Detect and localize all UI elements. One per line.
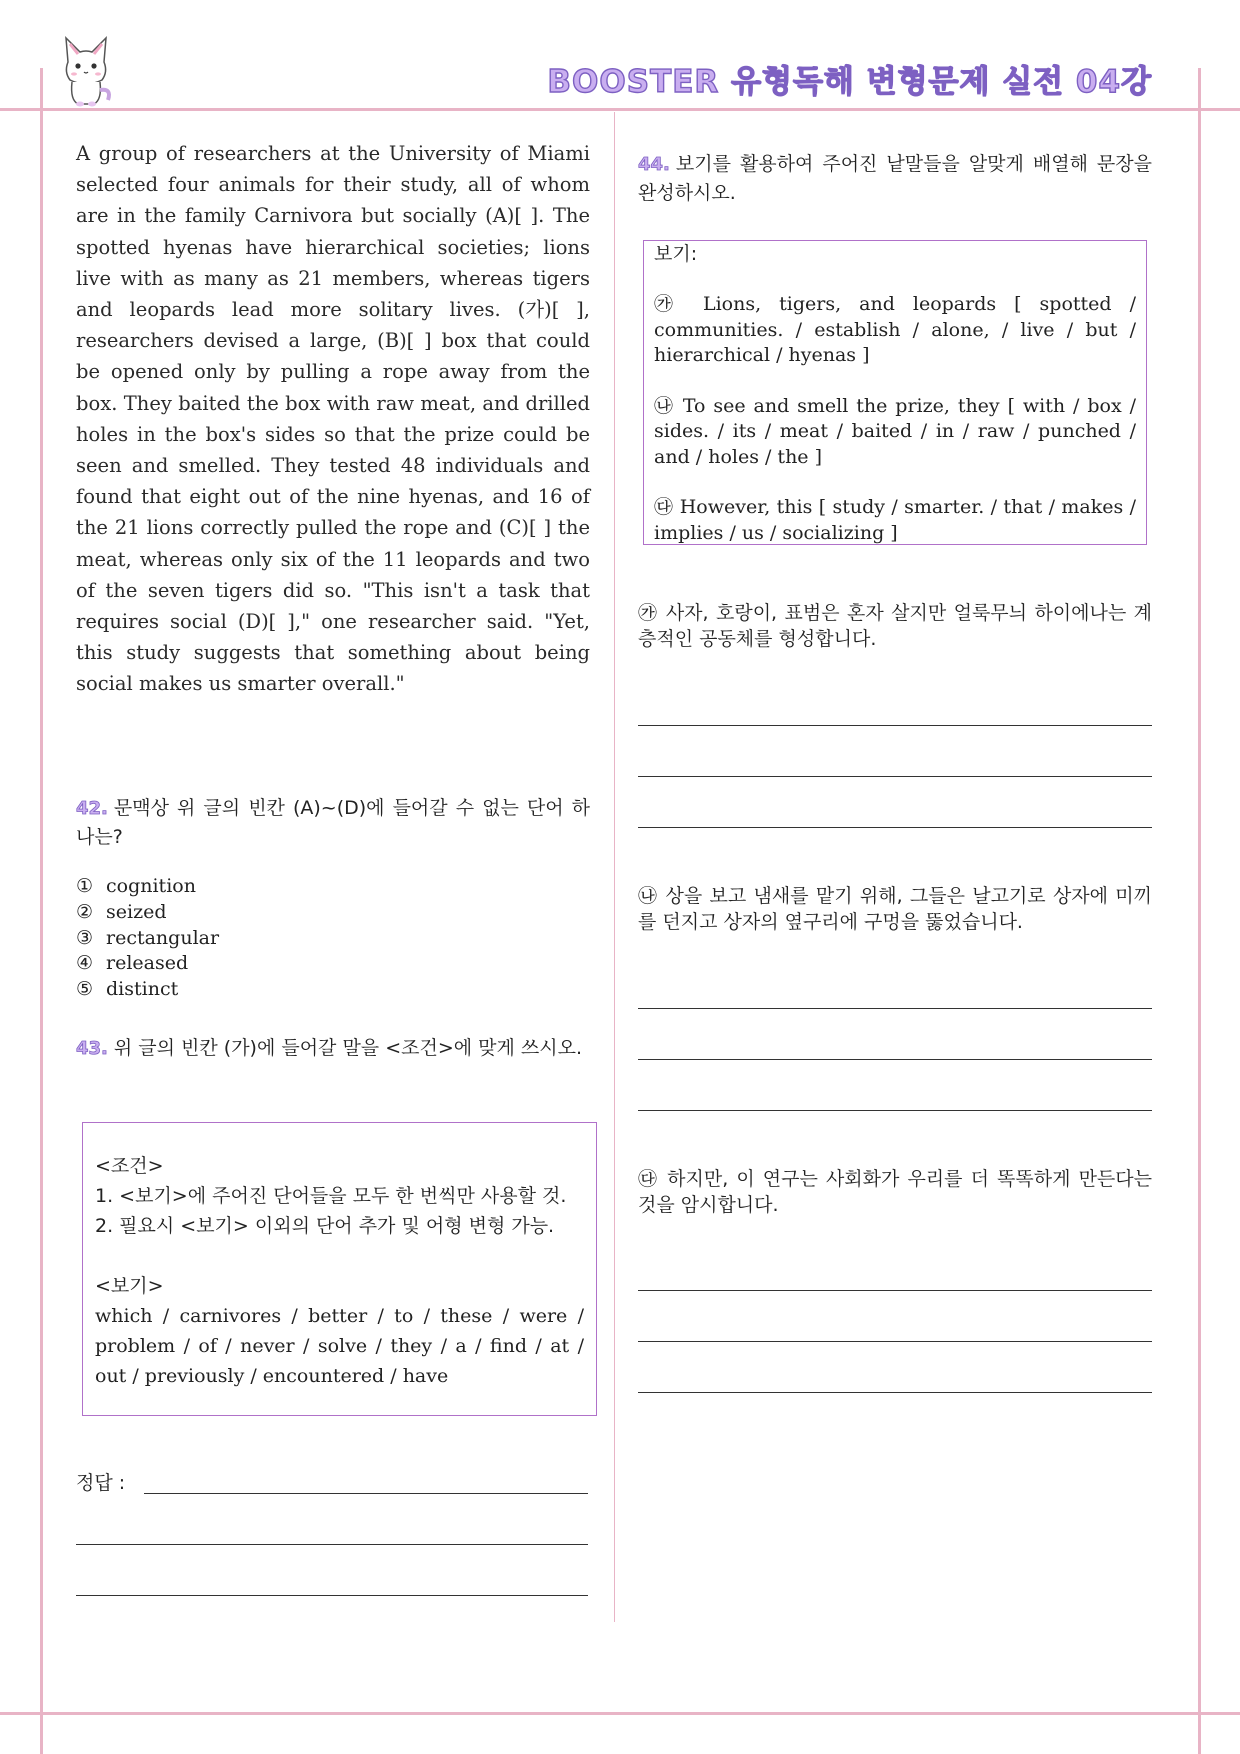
answer-line[interactable] xyxy=(638,776,1152,777)
choice-mark: ③ xyxy=(76,926,94,949)
choice-list xyxy=(76,874,219,1003)
item-mark: ㉮ xyxy=(638,602,659,624)
bogi-words: which / carnivores / better / to / these / were / problem / of / never / solve / they / a / find / at / out / previously / encountered / have xyxy=(95,1305,584,1387)
condition-1: 1. <보기>에 주어진 단어들을 모두 한 번씩만 사용할 것. xyxy=(95,1185,567,1207)
item-mark: ㉯ xyxy=(654,394,675,417)
choice-text: distinct xyxy=(106,978,179,1001)
bogi-box xyxy=(643,240,1147,545)
choice-mark: ① xyxy=(76,875,94,897)
question-prompt: 문맥상 위 글의 빈칸 (A)~(D)에 들어갈 수 없는 단어 하나는? xyxy=(76,797,590,848)
choice-item[interactable] xyxy=(76,977,219,1003)
condition-box xyxy=(82,1122,597,1416)
question-43 xyxy=(76,1034,590,1063)
question-number: 42. xyxy=(76,798,108,819)
item-text: 하지만, 이 연구는 사회화가 우리를 더 똑똑하게 만든다는 것을 암시합니다. xyxy=(638,1168,1152,1216)
question-number: 43. xyxy=(76,1038,108,1059)
bogi-item-c xyxy=(654,495,1136,545)
item-mark: ㉮ xyxy=(654,293,685,315)
bogi-title: <보기> xyxy=(95,1275,164,1297)
frame-left-border xyxy=(40,68,43,1754)
item-mark: ㉯ xyxy=(638,885,659,907)
answer-line[interactable] xyxy=(638,1290,1152,1291)
choice-item[interactable] xyxy=(76,926,219,952)
item-text: However, this [ study / smarter. / that / makes / implies / us / socializing ] xyxy=(654,496,1136,544)
frame-top-border xyxy=(0,108,1240,111)
frame-bottom-border xyxy=(0,1712,1240,1715)
answer-line[interactable] xyxy=(638,1059,1152,1060)
answer-label: 정답 : xyxy=(76,1472,126,1494)
bogi-title: 보기: xyxy=(654,243,698,265)
reading-passage: A group of researchers at the University of Miami selected four animals for their study, all of whom are in the family Carnivora but socially (A)[ ]. The spotted hyenas have hierarchical societies; lions live with as many as 21 members, whereas tigers and leopards lead more solitary lives. (가)[ ], researchers devised a large, (B)[ ] box that could be opened only by pulling a rope away from the box. They baited the box with raw meat, and drilled holes in the box's sides so that the prize could be seen and smelled. They tested 48 individuals and found that eight out of the nine hyenas, and 16 of the 21 lions correctly pulled the rope and (C)[ ] the meat, whereas only six of the 11 leopards and two of the seven tigers did so. "This isn't a task that requires social (D)[ ]," one researcher said. "Yet, this study suggests that something about being social makes us smarter overall." xyxy=(76,142,590,696)
choice-text: cognition xyxy=(106,875,196,897)
choice-mark: ② xyxy=(76,900,94,923)
item-text: 상을 보고 냄새를 맡기 위해, 그들은 날고기로 상자에 미끼를 던지고 상자의 옆구리에 구멍을 뚫었습니다. xyxy=(638,885,1152,933)
korean-prompt-c xyxy=(638,1166,1152,1218)
bogi-item-a xyxy=(654,292,1136,369)
question-42 xyxy=(76,794,590,851)
choice-item[interactable] xyxy=(76,951,219,977)
question-prompt: 위 글의 빈칸 (가)에 들어갈 말을 <조건>에 맞게 쓰시오. xyxy=(113,1037,582,1059)
header-title: BOOSTER 유형독해 변형문제 실전 04강 xyxy=(547,64,1152,100)
answer-line[interactable] xyxy=(76,1595,588,1596)
question-44 xyxy=(638,150,1152,207)
choice-text: seized xyxy=(106,900,167,923)
answer-line[interactable] xyxy=(144,1493,588,1494)
answer-line[interactable] xyxy=(638,725,1152,726)
choice-item[interactable] xyxy=(76,900,219,926)
choice-mark: ⑤ xyxy=(76,978,94,1001)
choice-item[interactable] xyxy=(76,874,219,900)
answer-line[interactable] xyxy=(638,1008,1152,1009)
answer-line[interactable] xyxy=(638,1341,1152,1342)
bogi-item-b xyxy=(654,394,1136,471)
item-mark: ㉰ xyxy=(654,496,674,518)
answer-line[interactable] xyxy=(638,827,1152,828)
choice-mark: ④ xyxy=(76,952,94,975)
korean-prompt-a xyxy=(638,600,1152,652)
item-text: 사자, 호랑이, 표범은 혼자 살지만 얼룩무늬 하이에나는 계층적인 공동체를 형성합니다. xyxy=(638,602,1152,650)
item-mark: ㉰ xyxy=(638,1168,660,1190)
answer-line[interactable] xyxy=(638,1110,1152,1111)
answer-line[interactable] xyxy=(76,1544,588,1545)
korean-prompt-b xyxy=(638,883,1152,935)
question-number: 44. xyxy=(638,154,670,175)
condition-title: <조건> xyxy=(95,1155,164,1177)
column-divider xyxy=(614,112,615,1622)
question-prompt: 보기를 활용하여 주어진 낱말들을 알맞게 배열해 문장을 완성하시오. xyxy=(638,153,1152,204)
choice-text: rectangular xyxy=(106,926,220,949)
item-text: Lions, tigers, and leopards [ spotted / communities. / establish / alone, / live / but / hierarchical / hyenas ] xyxy=(654,293,1136,366)
cat-mascot-icon xyxy=(56,32,116,108)
item-text: To see and smell the prize, they [ with / box / sides. / its / meat / baited / in / raw / punched / and / holes / the ] xyxy=(654,394,1136,468)
answer-line[interactable] xyxy=(638,1392,1152,1393)
condition-2: 2. 필요시 <보기> 이외의 단어 추가 및 어형 변형 가능. xyxy=(95,1215,555,1237)
frame-right-border xyxy=(1198,68,1201,1754)
choice-text: released xyxy=(106,952,189,975)
